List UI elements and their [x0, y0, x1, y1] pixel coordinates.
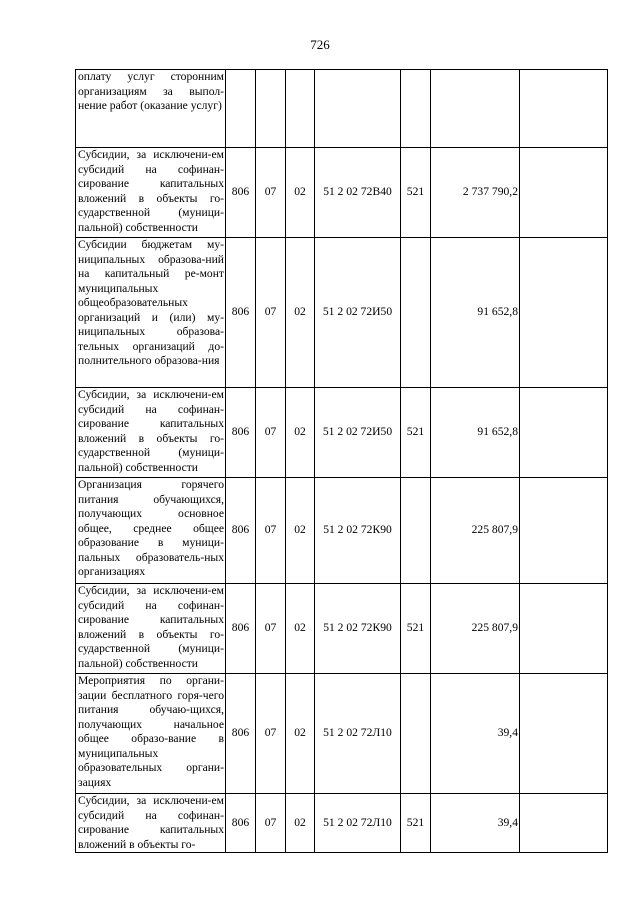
sum-cell: 39,4	[431, 794, 520, 853]
row-name-cell	[76, 478, 226, 584]
pr-cell: 02	[286, 388, 315, 478]
rz-cell: 07	[256, 238, 286, 388]
ved-cell: 806	[226, 148, 256, 238]
rz-cell	[256, 70, 286, 148]
vr-cell	[401, 238, 431, 388]
pr-cell: 02	[286, 794, 315, 853]
csr-cell: 51 2 02 72Л10	[315, 794, 401, 853]
csr-cell: 51 2 02 72К90	[315, 584, 401, 674]
ved-cell: 806	[226, 478, 256, 584]
row-name-cell	[76, 794, 226, 853]
row-name-text: оплату услуг сторонним организациям за выпол-нение работ (оказание услуг)	[78, 70, 224, 112]
ved-cell: 806	[226, 584, 256, 674]
table-row	[76, 388, 608, 478]
extra-cell	[520, 238, 608, 388]
pr-cell: 02	[286, 674, 315, 794]
pr-cell	[286, 70, 315, 148]
rz-cell: 07	[256, 794, 286, 853]
rz-cell: 07	[256, 148, 286, 238]
row-name-cell	[76, 70, 226, 148]
row-name-text: Субсидии бюджетам му-ниципальных образова-ний на капитальный ре-монт муниципальных общеобразовательных организаций и (или) му-ниципальных образова-тельных организаций до-полнительного образова-ния	[78, 238, 224, 367]
sum-cell: 225 807,9	[431, 584, 520, 674]
row-name-text: Организация горячего питания обучающихся, получающих основное общее, среднее общее образование в муници-пальных образователь-ных организациях	[78, 478, 224, 578]
vr-cell: 521	[401, 794, 431, 853]
rz-cell: 07	[256, 388, 286, 478]
sum-cell: 2 737 790,2	[431, 148, 520, 238]
sum-cell: 225 807,9	[431, 478, 520, 584]
pr-cell: 02	[286, 584, 315, 674]
ved-cell: 806	[226, 794, 256, 853]
ved-cell: 806	[226, 674, 256, 794]
vr-cell	[401, 478, 431, 584]
ved-cell: 806	[226, 238, 256, 388]
rz-cell: 07	[256, 478, 286, 584]
budget-table	[75, 69, 608, 853]
pr-cell: 02	[286, 238, 315, 388]
row-name-cell	[76, 148, 226, 238]
extra-cell	[520, 148, 608, 238]
table-row	[76, 794, 608, 853]
extra-cell	[520, 388, 608, 478]
pr-cell: 02	[286, 478, 315, 584]
sum-cell: 39,4	[431, 674, 520, 794]
vr-cell: 521	[401, 148, 431, 238]
row-name-cell	[76, 674, 226, 794]
csr-cell: 51 2 02 72Л10	[315, 674, 401, 794]
extra-cell	[520, 674, 608, 794]
rz-cell: 07	[256, 584, 286, 674]
table-row	[76, 674, 608, 794]
extra-cell	[520, 478, 608, 584]
table-row	[76, 238, 608, 388]
rz-cell: 07	[256, 674, 286, 794]
table-row	[76, 584, 608, 674]
row-name-text: Субсидии, за исключени-ем субсидий на софинан-сирование капитальных вложений в объекты го-сударственной (муници-пальной) собственности	[78, 584, 224, 670]
pr-cell: 02	[286, 148, 315, 238]
table-row	[76, 478, 608, 584]
vr-cell: 521	[401, 388, 431, 478]
row-name-text: Мероприятия по органи-зации бесплатного горя-чего питания обучаю-щихся, получающих начальное общее образо-вание в муниципальных образовательных органи-зациях	[78, 674, 224, 789]
csr-cell: 51 2 02 72В40	[315, 148, 401, 238]
csr-cell: 51 2 02 72И50	[315, 238, 401, 388]
ved-cell: 806	[226, 388, 256, 478]
row-name-cell	[76, 388, 226, 478]
sum-cell	[431, 70, 520, 148]
csr-cell: 51 2 02 72И50	[315, 388, 401, 478]
csr-cell	[315, 70, 401, 148]
vr-cell	[401, 674, 431, 794]
extra-cell	[520, 70, 608, 148]
sum-cell: 91 652,8	[431, 238, 520, 388]
extra-cell	[520, 794, 608, 853]
row-name-cell	[76, 584, 226, 674]
row-name-cell	[76, 238, 226, 388]
page-number: 726	[310, 37, 330, 52]
sum-cell: 91 652,8	[431, 388, 520, 478]
row-name-text: Субсидии, за исключени-ем субсидий на софинан-сирование капитальных вложений в объекты го-сударственной (муници-пальной) собственности	[78, 148, 224, 234]
csr-cell: 51 2 02 72К90	[315, 478, 401, 584]
table-row	[76, 70, 608, 148]
ved-cell	[226, 70, 256, 148]
row-name-text: Субсидии, за исключени-ем субсидий на софинан-сирование капитальных вложений в объекты го-сударственной (муници-пальной) собственности	[78, 388, 224, 474]
extra-cell	[520, 584, 608, 674]
row-name-text: Субсидии, за исключени-ем субсидий на софинан-сирование капитальных вложений в объекты го-	[78, 794, 224, 851]
vr-cell: 521	[401, 584, 431, 674]
vr-cell	[401, 70, 431, 148]
table-row	[76, 148, 608, 238]
